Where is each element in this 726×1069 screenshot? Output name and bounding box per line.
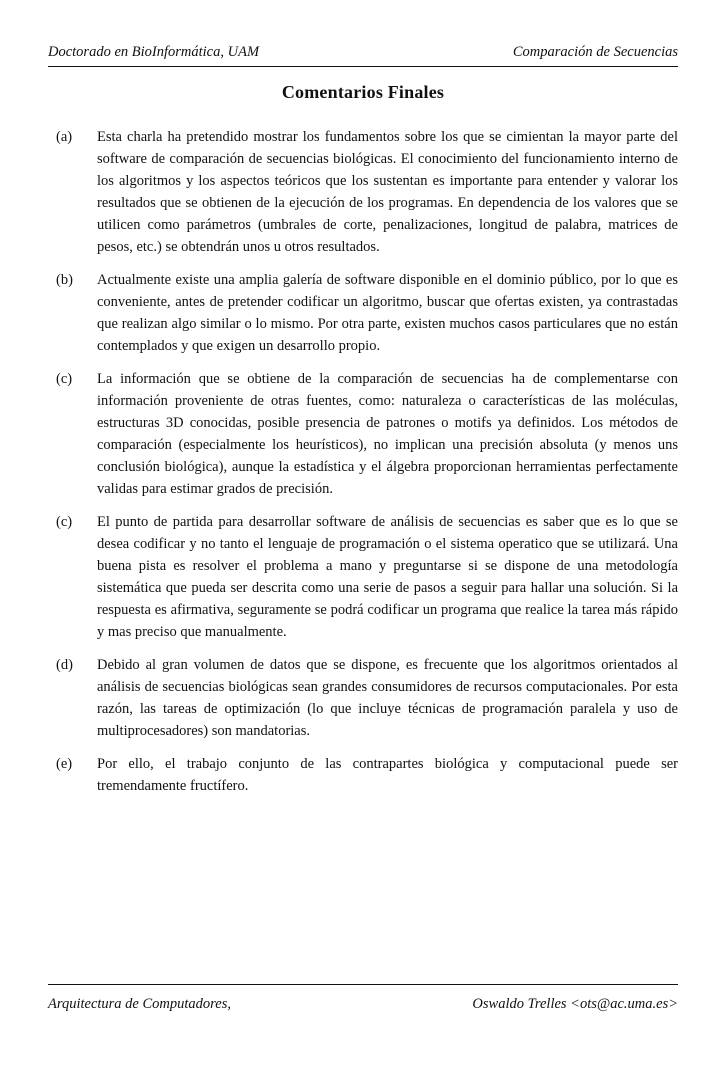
item-text: Actualmente existe una amplia galería de software disponible en el dominio público, por lo que es conveniente, antes de pretender codificar un algoritmo, buscar que ofertas existen, ya contrastadas que realizan algo similar o lo mismo. Por otra parte, existen muchos casos particulares que no están contemplados y que exigen un desarrollo propio.: [97, 272, 678, 354]
header-course-name: Doctorado en BioInformática, UAM: [48, 44, 260, 60]
item-text: La información que se obtiene de la comparación de secuencias ha de complementarse con información proveniente de otras fuentes, como: naturaleza o características de las moléculas, estructuras 3D conocidas, posible presencia de patrones o motifs ya definidos. Los métodos de comparación (especialmente los heurísticos), no implican una precisión absoluta (y menos uns conclusión biológica), aunque la estadística y el álgebra proporcionan herramientas perfectamente validas para estimar grados de precisión.: [97, 371, 678, 497]
item-text: Por ello, el trabajo conjunto de las contrapartes biológica y computacional puede ser tremendamente fructífero.: [97, 756, 678, 794]
item-label: (d): [56, 657, 73, 673]
header-topic-name: Comparación de Secuencias: [512, 44, 678, 60]
list-item: [56, 126, 678, 258]
item-label: (c): [56, 371, 73, 387]
item-label: (a): [56, 129, 73, 145]
footer-department: Arquitectura de Computadores,: [48, 996, 231, 1012]
item-text: El punto de partida para desarrollar software de análisis de secuencias es saber que es lo que se desea codificar y no tanto el lenguaje de programación o el sistema operatico que se utilizará. Una buena pista es resolver el problema a mano y preguntarse si se dispone de una metodología sistemática que pueda ser descrita como una serie de pasos a seguir para hallar una solución. Si la respuesta es afirmativa, seguramente se podrá codificar un programa que realice la tarea más rápido y mas preciso que manualmente.: [97, 514, 678, 640]
footer-author-email: Oswaldo Trelles <ots@ac.uma.es>: [472, 996, 678, 1012]
running-footer: [48, 984, 678, 1013]
list-item: [56, 511, 678, 643]
item-label: (e): [56, 756, 73, 772]
list-item: [56, 368, 678, 500]
item-text: Debido al gran volumen de datos que se dispone, es frecuente que los algoritmos orientados al análisis de secuencias biológicas sean grandes consumidores de recursos computacionales. Por esta razón, las tareas de optimización (lo que incluye técnicas de programación paralela y uso de multiprocesadores) son mandatorias.: [97, 657, 678, 739]
item-label: (c): [56, 514, 73, 530]
list-item: [56, 269, 678, 357]
item-label: (b): [56, 272, 73, 288]
page-title: Comentarios Finales: [281, 82, 445, 102]
item-text: Esta charla ha pretendido mostrar los fundamentos sobre los que se cimientan la mayor parte del software de comparación de secuencias biológicas. El conocimiento del funcionamiento interno de los algoritmos y los aspectos teóricos que los sustentan es importante para entender y valorar los resultados que se obtienen de la ejecución de los programas. En dependencia de los valores que se utilicen como parámetros (umbrales de corte, penalizaciones, longitud de palabra, matrices de pesos, etc.) se obtendrán unos u otros resultados.: [97, 129, 678, 255]
list-item: [56, 753, 678, 797]
running-header: [48, 44, 678, 67]
list-item: [56, 654, 678, 742]
comments-list: [56, 126, 678, 808]
